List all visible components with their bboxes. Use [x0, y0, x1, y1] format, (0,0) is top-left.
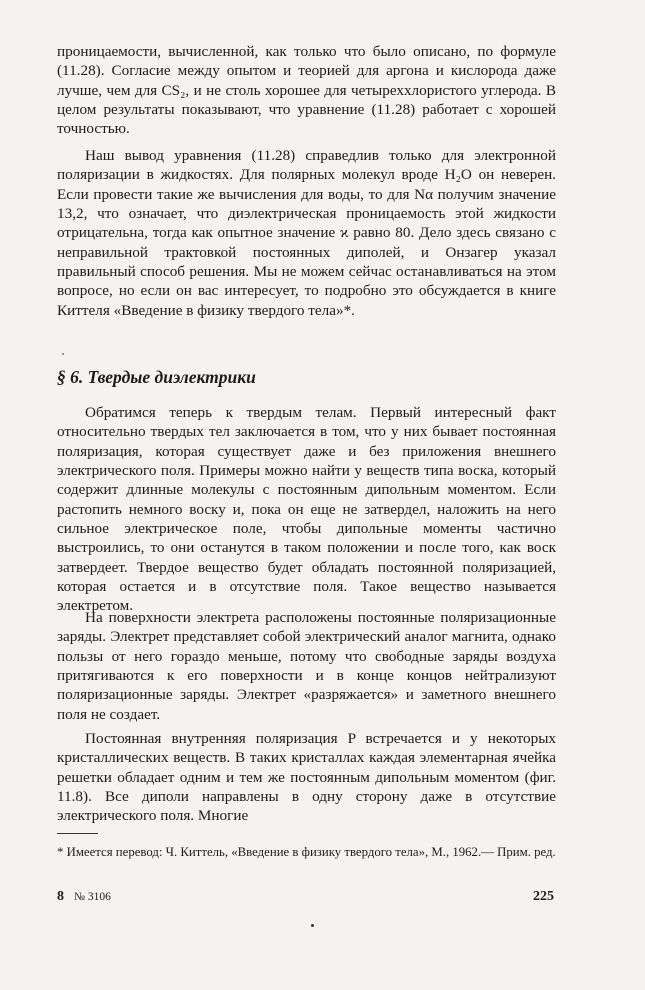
paragraph-3: Обратимся теперь к твердым телам. Первый интересный факт относительно твердых тел заключается в том, что у них бывает постоянная поляризация, которая существует даже и без приложения внешнего электрического поля. Примеры можно найти у веществ типа воска, который содержит длинные молекулы с постоянным дипольным моментом. Если растопить немного воску и, пока он еще не затвердел, наложить на него сильное электрическое поле, чтобы дипольные моменты частично выстроились, то они останутся в таком положении и после того, как воск затвердеет. Твердое вещество будет обладать постоянной поляризацией, которая остается и в отсутствие поля. Такое вещество называется электретом. — [57, 404, 556, 615]
signature-mark: 8 — [57, 889, 64, 904]
footnote-rule — [57, 833, 98, 834]
print-speck — [311, 924, 314, 927]
print-speck — [62, 353, 64, 355]
paragraph-4: На поверхности электрета расположены постоянные поляризационные заряды. Электрет представляет собой электрический аналог магнита, однако пользы от него гораздо меньше, потому что свободные заряды воздуха притягиваются к его поверхности и в конце концов нейтрализуют поляризационные заряды. Электрет «разряжается» и заметного внешнего поля не создает. — [57, 609, 556, 723]
paragraph-5: Постоянная внутренняя поляризация P встречается и у некоторых кристаллических веществ. В таких кристаллах каждая элементарная ячейка решетки обладает одним и тем же постоянным дипольным моментом (фиг. 11.8). Все диполи направлены в одну сторону даже в отсутствие электрического поля. Многие — [57, 730, 556, 825]
paragraph-2: Наш вывод уравнения (11.28) справедлив только для электронной поляризации в жидкостях. Для полярных молекул вроде H₂O он неверен. Если провести такие же вычисления для воды, то для Nα получим значение 13,2, что означает, что диэлектрическая проницаемость этой жидкости отрицательна, тогда как опытное значение ϰ равно 80. Дело здесь связано с неправильной трактовкой постоянных диполей, и Онзагер указал правильный способ решения. Мы не можем сейчас останавливаться на этом вопросе, но если он вас интересует, то подробно это обсуждается в книге Киттеля «Введение в физику твердого тела»*. — [57, 147, 556, 319]
section-heading: § 6. Твердые диэлектрики — [57, 367, 256, 387]
order-number: № 3106 — [74, 891, 111, 903]
page-number: 225 — [533, 889, 554, 904]
paragraph-1: проницаемости, вычисленной, как только что было описано, по формуле (11.28). Согласие между опытом и теорией для аргона и кислорода даже лучше, чем для CS₂, и не столь хорошее для четыреххлористого углерода. В целом результаты показывают, что уравнение (11.28) работает с хорошей точностью. — [57, 43, 556, 138]
footnote: * Имеется перевод: Ч. Киттель, «Введение в физику твердого тела», М., 1962.— Прим. ред. — [57, 845, 556, 859]
